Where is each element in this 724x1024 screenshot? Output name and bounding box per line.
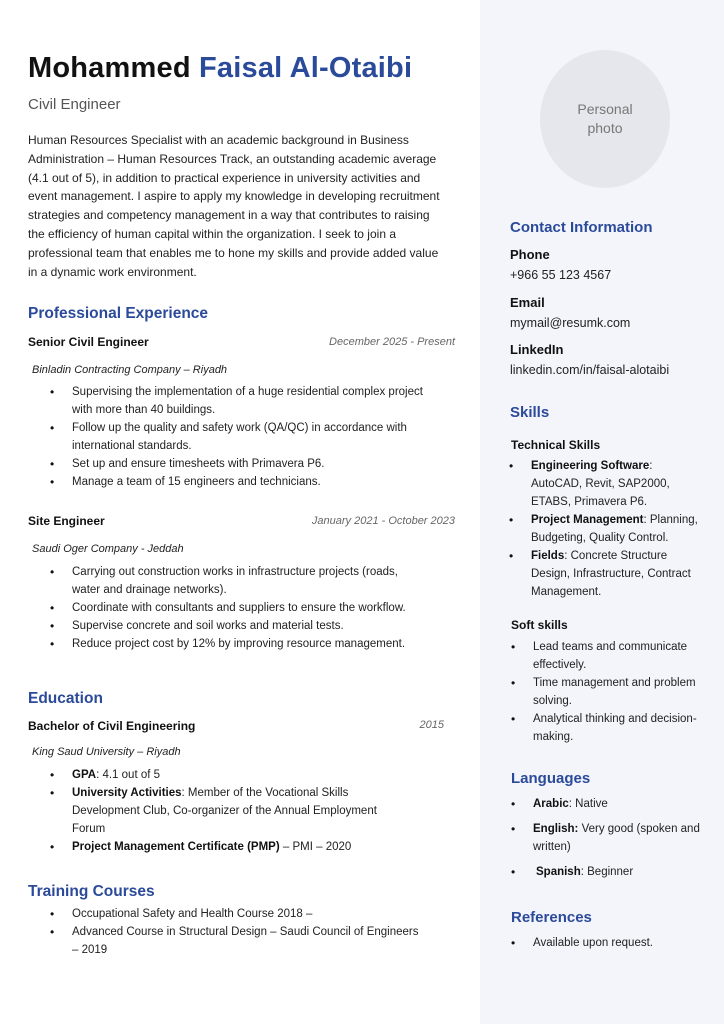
skills-heading: Skills bbox=[510, 404, 550, 421]
list-item: • Advanced Course in Structural Design – Saudi Council of Engineers – 2019 bbox=[28, 923, 428, 959]
languages-heading: Languages bbox=[511, 770, 591, 787]
language-name: Arabic bbox=[533, 798, 569, 810]
list-item: • Reduce project cost by 12% by improving resource management. bbox=[28, 635, 428, 653]
soft-skills-heading: Soft skills bbox=[511, 618, 568, 632]
university-name: King Saud University – Riyadh bbox=[32, 746, 181, 758]
degree-title: Bachelor of Civil Engineering bbox=[28, 719, 196, 733]
list-item bbox=[511, 820, 706, 856]
list-item: • Carrying out construction works in infrastructure projects (roads, water and drainage networks). bbox=[28, 563, 428, 599]
skill-text: : Planning, Budgeting, Quality Control. bbox=[531, 514, 698, 544]
job-duties-list bbox=[28, 563, 428, 653]
skill-key: Engineering Software bbox=[531, 460, 650, 472]
list-item bbox=[509, 511, 704, 547]
full-name bbox=[28, 52, 412, 85]
job-duties-list bbox=[28, 383, 428, 491]
training-list bbox=[28, 905, 428, 959]
language-name: English: bbox=[533, 823, 579, 835]
last-name: Faisal Al-Otaibi bbox=[199, 52, 413, 84]
list-item: • Coordinate with consultants and suppliers to ensure the workflow. bbox=[28, 599, 428, 617]
education-details-list bbox=[28, 766, 398, 856]
detail-text: – PMI – 2020 bbox=[279, 841, 352, 853]
language-level: Very good (spoken and written) bbox=[533, 823, 700, 853]
technical-skills-list bbox=[509, 457, 704, 601]
list-item: • Occupational Safety and Health Course 2018 – bbox=[28, 905, 428, 923]
list-item bbox=[28, 784, 398, 838]
contact-heading: Contact Information bbox=[510, 219, 653, 236]
graduation-year: 2015 bbox=[419, 719, 444, 731]
skill-key: Project Management bbox=[531, 514, 644, 526]
linkedin-label: LinkedIn bbox=[510, 342, 564, 357]
list-item: • Follow up the quality and safety work (QA/QC) in accordance with international standards. bbox=[28, 419, 428, 455]
detail-key: University Activities bbox=[72, 787, 182, 799]
skill-text: : Concrete Structure Design, Infrastructure, Contract Management. bbox=[531, 550, 691, 598]
list-item: • Available upon request. bbox=[511, 934, 706, 952]
list-item bbox=[509, 457, 704, 511]
list-item bbox=[28, 838, 398, 856]
list-item bbox=[509, 547, 704, 601]
list-item bbox=[28, 766, 398, 784]
job-date: December 2025 - Present bbox=[329, 336, 455, 348]
language-name: Spanish bbox=[536, 866, 581, 878]
detail-text: : Member of the Vocational Skills Development Club, Co-organizer of the Annual Employment Forum bbox=[72, 787, 377, 835]
skill-key: Fields bbox=[531, 550, 565, 562]
technical-skills-heading: Technical Skills bbox=[511, 438, 601, 452]
list-item: • Supervising the implementation of a huge residential complex project with more than 40 buildings. bbox=[28, 383, 428, 419]
detail-key: GPA bbox=[72, 769, 97, 781]
job-company: Binladin Contracting Company – Riyadh bbox=[32, 364, 228, 376]
job-title: Site Engineer bbox=[28, 514, 105, 528]
list-item bbox=[511, 795, 706, 813]
language-level: : Native bbox=[568, 798, 608, 810]
training-heading: Training Courses bbox=[28, 883, 155, 900]
profile-summary: Human Resources Specialist with an academic background in Business Administration – Human Resources Track, an outstanding academic average (4.1 out of 5), in addition to practical experience in university activities and event management. I aspire to apply my knowledge in developing recruitment strategies and competency management in a way that contributes to raising the efficiency of human capital within the organization. I seek to join a professional team that enables me to hone my skills and provide added value in a dynamic work environment. bbox=[28, 133, 440, 279]
first-name: Mohammed bbox=[28, 52, 191, 84]
list-item bbox=[511, 863, 706, 881]
photo-label: Personal photo bbox=[577, 101, 633, 136]
linkedin-value[interactable]: linkedin.com/in/faisal-alotaibi bbox=[510, 363, 670, 377]
skill-text: : AutoCAD, Revit, SAP2000, ETABS, Primavera P6. bbox=[531, 460, 670, 508]
languages-list bbox=[511, 795, 706, 881]
detail-text: : 4.1 out of 5 bbox=[96, 769, 161, 781]
personal-photo-placeholder bbox=[540, 50, 670, 188]
list-item: • Supervise concrete and soil works and material tests. bbox=[28, 617, 428, 635]
language-level: : Beginner bbox=[580, 866, 634, 878]
list-item: • Manage a team of 15 engineers and technicians. bbox=[28, 473, 428, 491]
experience-heading: Professional Experience bbox=[28, 305, 209, 322]
soft-skills-list bbox=[511, 638, 701, 746]
detail-key: Project Management Certificate (PMP) bbox=[72, 841, 280, 853]
job-role: Civil Engineer bbox=[28, 96, 121, 113]
list-item: • Set up and ensure timesheets with Primavera P6. bbox=[28, 455, 428, 473]
email-value[interactable]: mymail@resumk.com bbox=[510, 316, 631, 330]
list-item: • Lead teams and communicate effectively. bbox=[511, 638, 701, 674]
references-heading: References bbox=[511, 909, 592, 926]
job-date: January 2021 - October 2023 bbox=[311, 515, 455, 527]
phone-label: Phone bbox=[510, 247, 550, 262]
job-company: Saudi Oger Company - Jeddah bbox=[32, 543, 184, 555]
list-item: • Analytical thinking and decision-making. bbox=[511, 710, 701, 746]
job-title: Senior Civil Engineer bbox=[28, 335, 149, 349]
references-list bbox=[511, 934, 706, 952]
education-heading: Education bbox=[28, 690, 103, 707]
phone-value: +966 55 123 4567 bbox=[510, 268, 612, 282]
email-label: Email bbox=[510, 295, 545, 310]
list-item: • Time management and problem solving. bbox=[511, 674, 701, 710]
